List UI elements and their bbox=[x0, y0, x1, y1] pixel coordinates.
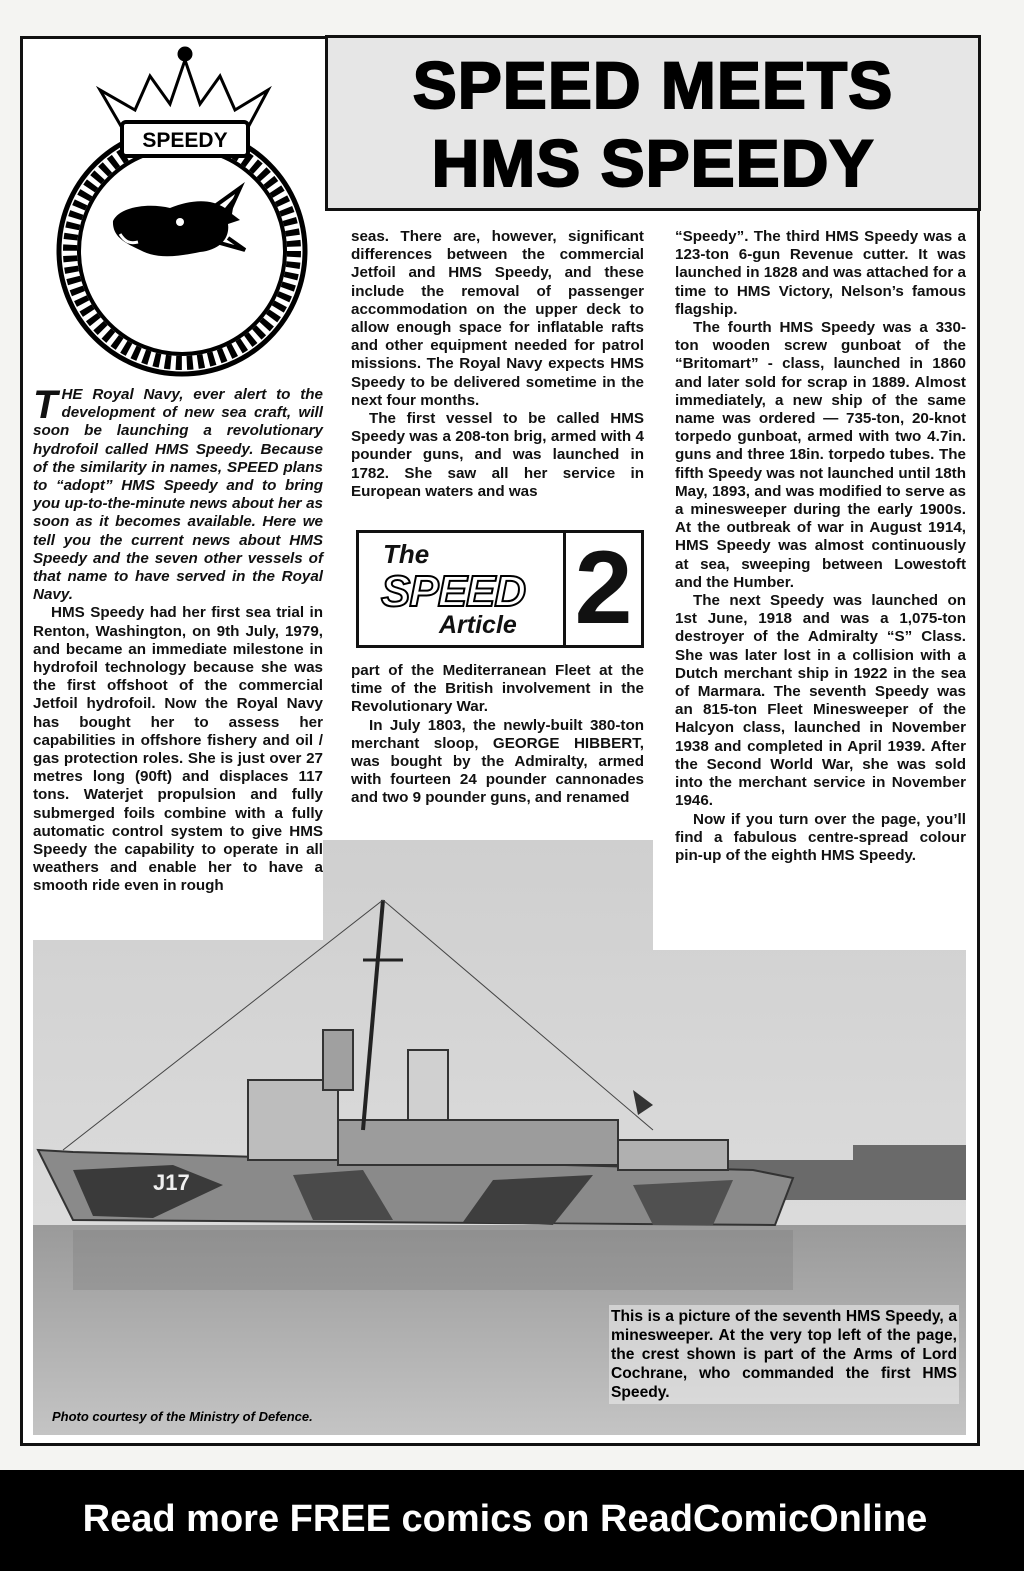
photo-caption: This is a picture of the seventh HMS Speedy, a minesweeper. At the very top left of the page, the crest shown is part of the Arms of Lord Cochrane, who commanded the first HMS Speedy. bbox=[609, 1305, 959, 1404]
footer-banner[interactable] bbox=[0, 1470, 1024, 1571]
paragraph-fourth-fifth-speedy: The fourth HMS Speedy was a 330-ton wooden screw gunboat of the “Britomart” - class, launched in 1860 and later sold for scrap in 1889. Almost immediately, a new ship of the same name was ordered — 735-ton, 20-knot torpedo gunboat, armed with two 4.7in. guns and three 18in. torpedo tubes. The fifth Speedy was not launched until 18th May, 1893, and was modified to serve as a minesweeper during the early 1900s. At the outbreak of war in August 1914, HMS Speedy was almost continuously at sea, sweeping between Lowestoft and the Humber. bbox=[675, 319, 966, 591]
headline-line-2: HMS SPEEDY bbox=[431, 126, 875, 200]
badge-number: 2 bbox=[574, 530, 633, 646]
right-column bbox=[675, 228, 966, 865]
badge-the: The bbox=[383, 539, 430, 569]
badge-article: Article bbox=[439, 611, 517, 639]
intro-paragraph bbox=[33, 383, 323, 604]
headline-box bbox=[325, 35, 981, 211]
paragraph-differences: seas. There are, however, significant differences between the commercial Jetfoil and HMS Speedy, and these include the removal of passenger accommodation on the upper deck to allow enough space for inflatable rafts and other equipment needed for patrol missions. The Royal Navy expects HMS Speedy to be delivered sometime in the next four months. bbox=[351, 228, 644, 409]
reflection bbox=[73, 1230, 793, 1290]
badge-speed-logo: SPEED bbox=[381, 567, 526, 616]
headline-line-1: SPEED MEETS bbox=[412, 48, 894, 122]
badge-label-panel bbox=[359, 533, 566, 645]
paragraph-george-hibbert: In July 1803, the newly-built 380-ton merchant sloop, GEORGE HIBBERT, was bought by the Admiralty, armed with fourteen 24 pounder cannonades and two 9 pounder guns, and renamed bbox=[351, 716, 644, 807]
drop-cap: T bbox=[33, 383, 58, 427]
paragraph-sixth-seventh-speedy: The next Speedy was launched on 1st June, 1918 and was a 1,075-ton destroyer of the Admiralty “S” Class. She was later lost in a collision with a Dutch merchant ship in 1922 in the sea of Marmara. The seventh Speedy was an 815-ton Fleet Minesweeper of the Halcyon class, launched in November 1938 and completed in April 1939. After the Second World War, she was sold into the merchant service in November 1946. bbox=[675, 592, 966, 810]
crest-label: SPEEDY bbox=[142, 129, 228, 152]
ship-crest bbox=[40, 38, 325, 383]
headline bbox=[328, 38, 978, 202]
paragraph-third-speedy: “Speedy”. The third HMS Speedy was a 123-ton 6-gun Revenue cutter. It was launched in 1828 and was attached for a time to HMS Victory, Nelson’s famous flagship. bbox=[675, 228, 966, 318]
middle-column-bottom bbox=[351, 662, 644, 808]
speed-article-badge bbox=[356, 530, 644, 648]
crest-nameplate bbox=[122, 122, 248, 156]
paragraph-turn-page: Now if you turn over the page, you’ll find a fabulous centre-spread colour pin-up of the eighth HMS Speedy. bbox=[675, 810, 966, 864]
footer-link-text[interactable]: Read more FREE comics on ReadComicOnline bbox=[82, 1498, 928, 1540]
paragraph-mediterranean: part of the Mediterranean Fleet at the time of the British involvement in the Revolutionary War. bbox=[351, 662, 644, 716]
intro-column bbox=[33, 383, 323, 896]
paragraph-first-vessel: The first vessel to be called HMS Speedy was a 208-ton brig, armed with 4 pounder guns, and was launched in 1782. She saw all her service in European waters and was bbox=[351, 410, 644, 500]
middle-column-top bbox=[351, 228, 644, 501]
photo-credit: Photo courtesy of the Ministry of Defence. bbox=[52, 1409, 313, 1424]
hull-number: J17 bbox=[153, 1170, 190, 1195]
paragraph-first-sea-trial: HMS Speedy had her first sea trial in Renton, Washington, on 9th July, 1979, and became an immediate milestone in hydrofoil technology because she was the first offshoot of the commercial Jetfoil hydrofoil. Now the Royal Navy has bought her to assess her capabilities in offshore fishery and oil / gas protection roles. She is just over 27 metres long (90ft) and displaces 117 tons. Waterjet propulsion and fully submerged foils combine with a fully automatic control system to give HMS Speedy the capability to operate in all weathers and enable her to have a smooth ride even in rough bbox=[33, 604, 323, 895]
intro-text: HE Royal Navy, ever alert to the development of new sea craft, will soon be launching a revolutionary hydrofoil called HMS Speedy. Because of the similarity in names, SPEED plans to “adopt” HMS Speedy and to bring you up-to-the-minute news about her as soon as it becomes available. Here we tell you the current news about HMS Speedy and the seven other vessels of that name to have served in the Royal Navy. bbox=[33, 386, 323, 604]
